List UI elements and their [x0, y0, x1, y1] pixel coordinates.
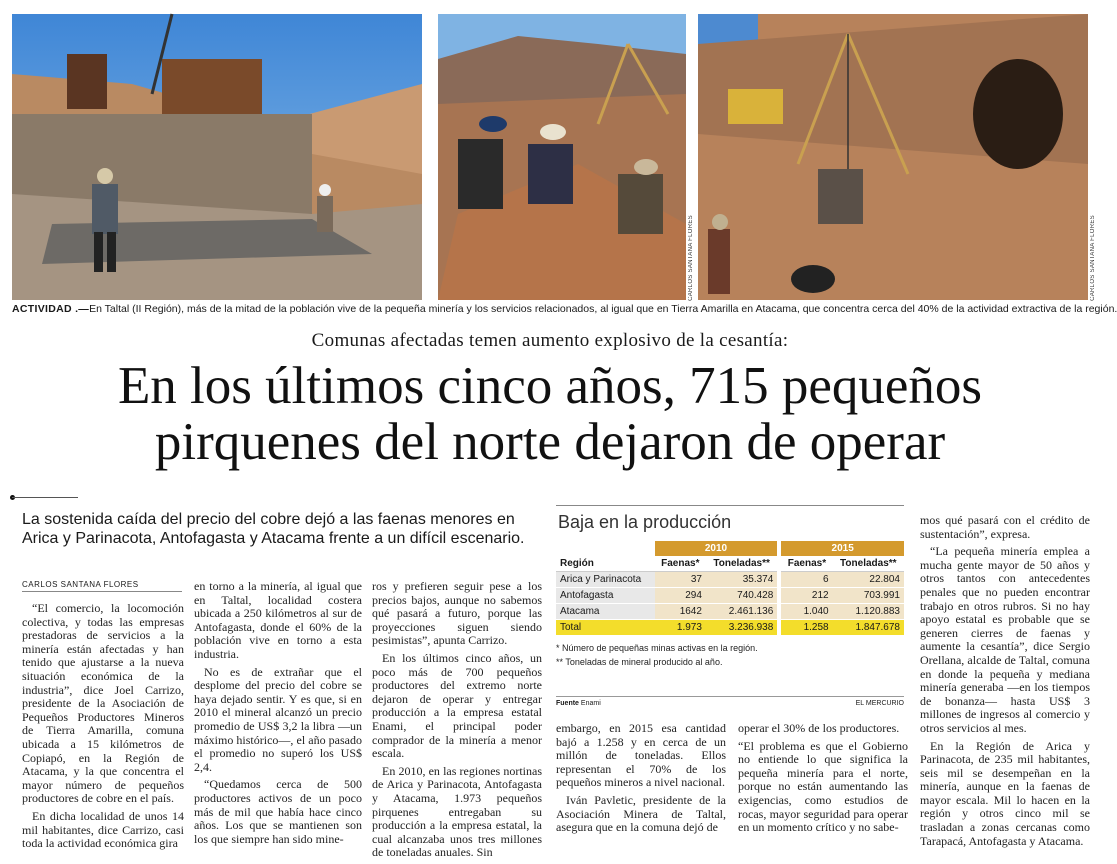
paragraph: “Quedamos cerca de 500 productores activos de un poco más de mil que había hace cinco años. Los que se mantienen son los que siempre han sido mine-: [194, 777, 362, 846]
faenas-header: Faenas*: [655, 556, 706, 572]
source-value: Enami: [580, 700, 601, 707]
paragraph: En 2010, en las regiones nortinas de Arica y Parinacota, Antofagasta y Atacama, 1.973 pequeños pirquenes entregaban su producción a la empresa estatal, la cual alcanzaba unos tres millones de toneladas anuales. Sin: [372, 763, 542, 860]
headline-line-2: pirquenes del norte dejaron de operar: [154, 413, 946, 471]
paragraph: mos qué pasará con el crédito de sustentación”, expresa.: [920, 513, 1090, 541]
production-table-box: [556, 505, 904, 710]
table-notes: [556, 641, 904, 669]
table-footer: [556, 696, 904, 707]
paragraph: “El problema es que el Gobierno no entiende lo que significa la pequeña minería para el norte, porque no están aumentando las exigencias, como estudios de rocas, mayor seguridad para operar en un momento crítico y no sabe-: [738, 738, 908, 835]
table-note: ** Toneladas de mineral producido al año.: [556, 657, 723, 667]
year-2010-header: 2010: [655, 541, 778, 556]
photo-mine-shaft: [698, 14, 1088, 300]
paragraph: En la Región de Arica y Parinacota, de 235 mil habitantes, seis mil se desempeñan en la minería, aunque en la faenas de mayor escala. Mil lo hacen en la región y otros cinco mil se trasladan a zonas cercanas como Tarapacá, Antofagasta y Atacama.: [920, 738, 1090, 848]
caption-label: ACTIVIDAD .—: [12, 303, 90, 315]
headline: [0, 358, 1100, 470]
paragraph: “El comercio, la locomoción colectiva, y todas las empresas prestadoras de servicios a la minería están afectadas y han tenido que ajustarse a la nueva situación económica de la industria”, dice Joel Carrizo, presidente de la Asociación de Pequeños Productores Mineros de Tierra Amarilla, comuna ubicada a 15 kilómetros de Copiapó, en la Región de Atacama, y la que concentra el mayor número de pequeños productores de cobre en el país.: [22, 601, 184, 806]
photo-miners-sorting: [438, 14, 686, 300]
paragraph: En dicha localidad de unos 14 mil habitantes, dice Carrizo, casi toda la actividad económica gira: [22, 808, 184, 851]
article-column-3: [372, 580, 542, 864]
divider: [12, 497, 78, 498]
paragraph: “La pequeña minería emplea a mucha gente mayor de 50 años y otros tantos con antecedentes penales que no pueden encontrar trabajo en otros rubros. Si no hay apoyo estatal es probable que se generen cierres de faenas y aumente la cesantía”, dice Sergio Orellana, alcalde de Taltal, comuna en donde la pequeña y mediana minería generaba —en los tiempos de bonanza— hasta US$ 3 millones de ingresos al comercio y otros servicios al mes.: [920, 544, 1090, 735]
table-row: Arica y Parinacota 37 35.374 6 22.804: [556, 572, 904, 588]
paragraph: En los últimos cinco años, un poco más de 700 pequeños productores del extremo norte dejaron de operar y entregar producción a la empresa estatal Enami, el principal poder comprador de la minería a menor escala.: [372, 650, 542, 761]
article-column-4: [556, 722, 726, 839]
article-column-6: [920, 514, 1090, 852]
faenas-header: Faenas*: [781, 556, 832, 572]
headline-line-1: En los últimos cinco años, 715 pequeños: [117, 357, 983, 415]
paragraph: embargo, en 2015 esa cantidad bajó a 1.258 y en cerca de un millón de toneladas. Ellos representan el 70% de los pequeños mineros a nivel nacional.: [556, 721, 726, 790]
article-column-5: [738, 722, 908, 839]
table-note: * Número de pequeñas minas activas en la región.: [556, 643, 758, 653]
photo-taltal-mine: [12, 14, 422, 300]
paragraph: en torno a la minería, al igual que en Taltal, localidad costera ubicada a 250 kilómetros al sur de Antofagasta, donde el 60% de la población vive en torno a esta industria.: [194, 579, 362, 661]
table-total-row: Total 1.973 3.236.938 1.258 1.847.678: [556, 620, 904, 636]
table-row: Atacama 1642 2.461.136 1.040 1.120.883: [556, 604, 904, 620]
photo-credit: CARLOS SANTANA FLORES: [1090, 215, 1096, 301]
toneladas-header: Toneladas**: [833, 556, 904, 572]
caption-text: En Taltal (II Región), más de la mitad de la población vive de la pequeña minería y los servicios relacionados, al igual que en Tierra Amarilla en Atacama, que concentra cerca del 40% de la actividad extractiva de la región.: [89, 303, 1117, 315]
photo-caption: [12, 303, 1117, 315]
region-header: Región: [556, 556, 655, 572]
deck: La sostenida caída del precio del cobre dejó a las faenas menores en Arica y Parinacota, Antofagasta y Atacama frente a un difícil escenario.: [22, 511, 525, 547]
brand: EL MERCURIO: [855, 700, 904, 707]
article-column-2: [194, 580, 362, 850]
table-row: Antofagasta 294 740.428 212 703.991: [556, 588, 904, 604]
table-title: Baja en la producción: [556, 505, 904, 541]
article-column-1: [22, 602, 184, 855]
paragraph: operar el 30% de los productores.: [738, 721, 900, 735]
paragraph: No es de extrañar que el desplome del precio del cobre se haya dejado sentir. Y es que, si en 2010 el mineral alcanzó un precio promedio de US$ 3,2 la libra —un máximo histórico—, el año pasado el promedio no superó los US$ 2,4.: [194, 664, 362, 774]
paragraph: ros y prefieren seguir pese a los precios bajos, aunque no sabemos qué pasará a futuro, porque las proyecciones siguen siendo pesimistas”, apunta Carrizo.: [372, 579, 542, 648]
byline: CARLOS SANTANA FLORES: [22, 580, 182, 592]
kicker: Comunas afectadas temen aumento explosivo de la cesantía:: [311, 330, 789, 351]
paragraph: Iván Pavletic, presidente de la Asociación Minera de Taltal, asegura que en la comuna dejó de: [556, 792, 726, 835]
toneladas-header: Toneladas**: [706, 556, 777, 572]
year-2015-header: 2015: [781, 541, 904, 556]
source-label: Fuente: [556, 700, 579, 707]
photo-credit: CARLOS SANTANA FLORES: [688, 215, 694, 301]
production-table: [556, 541, 904, 635]
